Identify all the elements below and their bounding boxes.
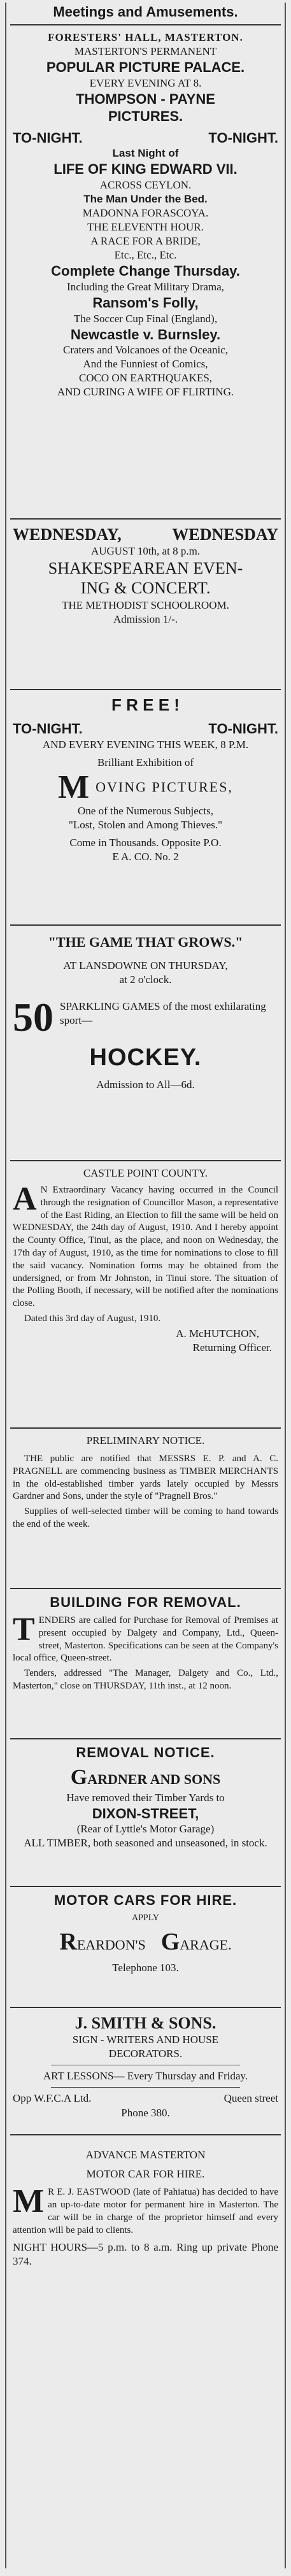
supplies: Supplies of well-selected timber will be coming to hand towards the end of the week. <box>13 1506 278 1530</box>
removed: Have removed their Timber Yards to <box>66 1791 225 1804</box>
venue-subtitle: MASTERTON'S PERMANENT <box>74 45 217 58</box>
firm-pictures: PICTURES. <box>108 108 183 125</box>
dropcap: A <box>13 1181 37 1218</box>
garage-text: ARAGE. <box>180 1937 232 1953</box>
body-text: ENDERS are called for Purchase for Removal of Premises at present occupied by Dalgety and Company, Ltd., Queen-street, Masterton. Specifications can be seen at the Company's local office, Queen-street. <box>13 1615 278 1664</box>
tonight-left: TO-NIGHT. <box>13 129 83 146</box>
tenders: Tenders, addressed "The Manager, Dalgety and Co., Ltd., Masterton," close on THURSDAY, 11th inst., at 12 noon. <box>13 1668 278 1691</box>
dropcap: G <box>70 1766 88 1789</box>
tonight-right: TO-NIGHT. <box>208 129 278 146</box>
admission: Admission 1/-. <box>113 612 178 625</box>
notice-title: PRELIMINARY NOTICE. <box>86 1434 205 1447</box>
notice-subtitle: MOTOR CAR FOR HIRE. <box>86 2168 205 2181</box>
palace-title: POPULAR PICTURE PALACE. <box>46 59 245 76</box>
across-ceylon: ACROSS CEYLON. <box>99 178 192 191</box>
line-2: DECORATORS. <box>108 2048 183 2060</box>
military-drama: Including the Great Military Drama, <box>67 280 224 293</box>
hockey-ad <box>10 926 281 1161</box>
gardner-line <box>13 1765 278 1791</box>
divider <box>51 2087 240 2088</box>
funniest: And the Funniest of Comics, <box>83 358 208 371</box>
signature: A. McHUTCHON, <box>176 1327 259 1340</box>
time: at 2 o'clock. <box>119 973 172 986</box>
day-right: WEDNESDAY <box>172 525 278 544</box>
preliminary-notice-ad <box>10 1429 281 1589</box>
free-pictures-ad <box>10 690 281 926</box>
newcastle: Newcastle v. Burnsley. <box>70 326 221 343</box>
cup-final: The Soccer Cup Final (England), <box>73 312 218 325</box>
firm-title: J. SMITH & SONS. <box>75 2014 216 2032</box>
day-left: WEDNESDAY, <box>13 525 122 544</box>
venue: THE METHODIST SCHOOLROOM. <box>62 598 229 611</box>
garage <box>161 1928 232 1956</box>
hockey-title: HOCKEY. <box>89 1044 202 1071</box>
race-bride: A RACE FOR A BRIDE, <box>90 235 201 248</box>
moving-text: OVING PICTURES, <box>96 779 233 795</box>
every-evening: AND EVERY EVENING THIS WEEK, 8 P.M. <box>42 738 249 751</box>
apply: APPLY <box>132 1913 159 1923</box>
reardons-text: EARDON'S <box>76 1937 146 1953</box>
phone: Phone 380. <box>121 2106 170 2119</box>
free-title: F R E E ! <box>111 695 180 714</box>
craters: Craters and Volcanoes of the Oceanic, <box>62 344 228 357</box>
complete-change: Complete Change Thursday. <box>51 263 240 280</box>
every-evening: EVERY EVENING AT 8. <box>89 76 202 89</box>
ransoms-folly: Ransom's Folly, <box>92 295 199 311</box>
sparkling-text: SPARKLING GAMES of the most exhilarating sport— <box>60 1000 266 1026</box>
man-under-bed: The Man Under the Bed. <box>83 192 208 205</box>
notice-title: REMOVAL NOTICE. <box>76 1744 215 1760</box>
body-text: R E. J. EASTWOOD (late of Pahiatua) has decided to have an up-to-date motor for permanent hire in Masterton. The car will be in charge of the proprietor himself and every attention will be paid to clients. <box>13 2187 278 2235</box>
life-of-king: LIFE OF KING EDWARD VII. <box>53 161 238 178</box>
coco: COCO ON EARTHQUAKES, <box>78 372 213 385</box>
newspaper-column <box>5 3 286 2568</box>
tonight-right: TO-NIGHT. <box>208 721 278 737</box>
numerous: One of the Numerous Subjects, <box>78 804 213 817</box>
returning-officer: Returning Officer. <box>192 1341 272 1354</box>
admission: Admission to All—6d. <box>96 1078 195 1091</box>
building-removal-ad <box>10 1589 281 1739</box>
notice-body <box>13 1181 278 1310</box>
dropcap: M <box>58 772 90 802</box>
tonight-row <box>13 720 278 738</box>
title-line-2: ING & CONCERT. <box>80 579 211 598</box>
notice-title: ADVANCE MASTERTON <box>85 2149 206 2161</box>
lost-stolen: "Lost, Stolen and Among Thieves." <box>68 818 223 831</box>
moving-pictures <box>13 772 278 802</box>
sparkling-block <box>13 997 278 1038</box>
etc: Etc., Etc., Etc. <box>114 249 177 262</box>
notice-body <box>13 1611 278 1665</box>
foresters-hall-ad <box>10 25 281 520</box>
right-address: Queen street <box>224 2092 278 2105</box>
night-hours: NIGHT HOURS—5 p.m. to 8 a.m. Ring up private Phone 374. <box>13 2241 278 2268</box>
notice-title: MOTOR CARS FOR HIRE. <box>53 1892 238 1908</box>
last-night: Last Night of <box>112 147 179 160</box>
shakespeare-ad <box>10 520 281 690</box>
exhibition: Brilliant Exhibition of <box>97 756 194 768</box>
address-row <box>13 2091 278 2105</box>
notice-title: BUILDING FOR REMOVAL. <box>50 1594 241 1610</box>
venue-title: FORESTERS' HALL, MASTERTON. <box>48 31 243 43</box>
game-title: "THE GAME THAT GROWS." <box>48 934 243 950</box>
dropcap: R <box>59 1928 77 1956</box>
section-header: Meetings and Amusements. <box>10 3 281 25</box>
reardons-garage-row <box>13 1928 278 1956</box>
castle-point-ad <box>10 1161 281 1429</box>
day-row <box>13 525 278 544</box>
eaco: E A. CO. No. 2 <box>112 851 179 863</box>
reardons <box>59 1928 145 1956</box>
removal-notice-ad <box>10 1739 281 1887</box>
dropcap: M <box>13 2183 45 2220</box>
dropcap: G <box>160 1928 180 1956</box>
advance-masterton-ad <box>10 2135 281 2320</box>
smith-sons-ad <box>10 2008 281 2135</box>
motor-cars-ad <box>10 1887 281 2008</box>
eleventh-hour: THE ELEVENTH HOUR. <box>87 221 204 234</box>
come-in: Come in Thousands. Opposite P.O. <box>69 837 222 849</box>
firm-name: THOMPSON - PAYNE <box>76 90 215 107</box>
curing: AND CURING A WIFE OF FLIRTING. <box>57 386 234 399</box>
date: AUGUST 10th, at 8 p.m. <box>90 545 201 558</box>
madonna: MADONNA FORASCOYA. <box>82 207 209 220</box>
dropcap: T <box>13 1611 35 1648</box>
dixon-street: DIXON-STREET, <box>92 1805 199 1822</box>
telephone: Telephone 103. <box>112 1962 179 1974</box>
at-lansdowne: AT LANSDOWNE ON THURSDAY, <box>63 959 228 972</box>
notice-body: THE public are notified that MESSRS E. P. and A. C. PRAGNELL are commencing business as TIMBER MERCHANTS in the old-established timber yards lately occupied by Messrs Gardner and Sons, under the style of "Pragnell Bros." <box>13 1454 278 1502</box>
fifty: 50 <box>13 996 53 1038</box>
rear-of: (Rear of Lyttle's Motor Garage) <box>76 1823 215 1836</box>
dated: Dated this 3rd day of August, 1910. <box>24 1313 161 1324</box>
gardner-text: ARDNER AND SONS <box>87 1771 221 1787</box>
tonight-row <box>13 129 278 147</box>
tonight-left: TO-NIGHT. <box>13 721 83 737</box>
title-line-1: SHAKESPEAREAN EVEN- <box>48 559 243 578</box>
body-text: N Extraordinary Vacancy having occurred in the Council through the resignation of Councillor Mason, a representative of the East Riding, an Election to fill the same will be held on WEDNESDAY, the 24th day of August, 1910. And I hereby appoint the County Office, Tinui, as the place, and noon on Wednesday, the 17th day of August, 1910, as the time for nominations to close to fill the said vacancy. Nomination forms may be obtained from the undersigned, or from Mr Johnston, in Tinui store. The situation of the Polling Booth, if necessary, will be notified after the nominations close. <box>13 1185 278 1309</box>
notice-body <box>13 2183 278 2237</box>
line-1: SIGN - WRITERS AND HOUSE <box>72 2034 219 2046</box>
notice-title: CASTLE POINT COUNTY. <box>83 1167 208 1179</box>
art-lessons: ART LESSONS— Every Thursday and Friday. <box>43 2070 248 2083</box>
timber: ALL TIMBER, both seasoned and unseasoned, in stock. <box>24 1837 267 1850</box>
left-address: Opp W.F.C.A Ltd. <box>13 2092 92 2105</box>
